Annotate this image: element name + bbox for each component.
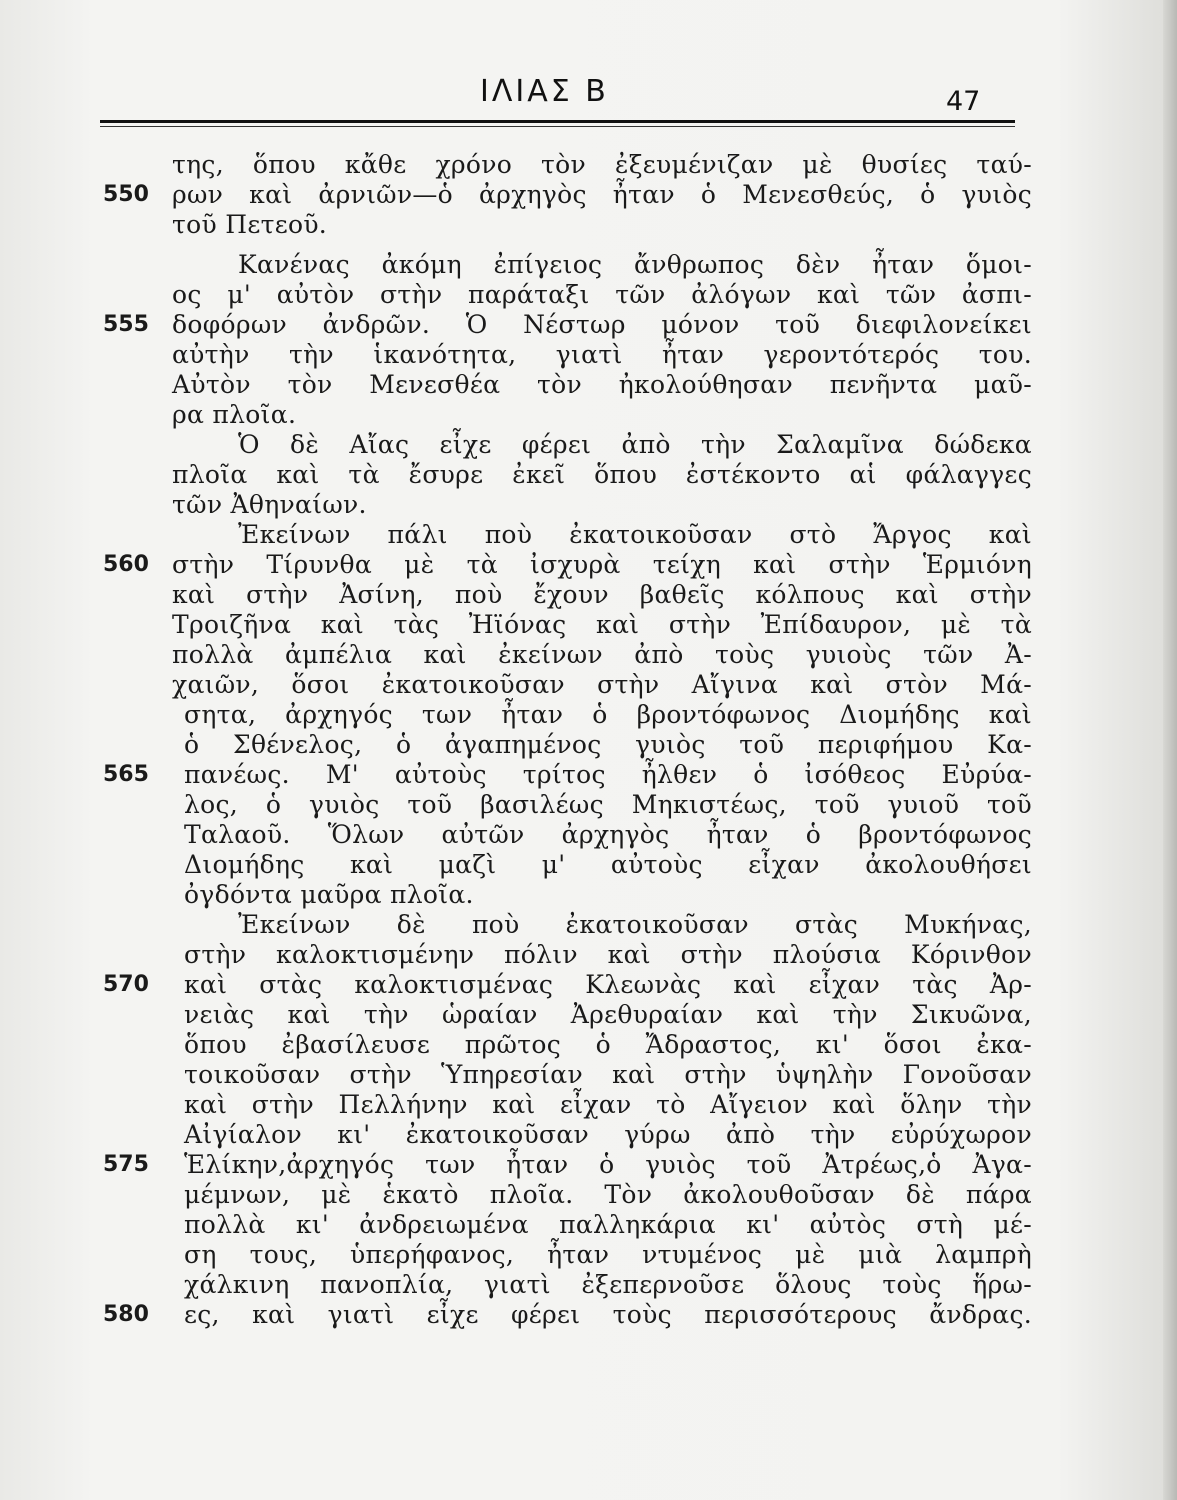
text-line <box>0 460 1177 490</box>
text-line <box>0 1060 1177 1090</box>
line-text: Αὐτὸν τὸν Μενεσθέα τὸν ἠκολούθησαν πενῆντα μαῦ- <box>172 370 1032 399</box>
text-line <box>0 1180 1177 1210</box>
line-text: ρα πλοῖα. <box>172 400 297 429</box>
text-line <box>0 1150 1177 1180</box>
line-text: ες, καὶ γιατὶ εἶχε φέρει τοὺς περισσότερους ἄνδρας. <box>184 1300 1032 1329</box>
text-line <box>0 910 1177 940</box>
line-text: πλοῖα καὶ τὰ ἔσυρε ἐκεῖ ὅπου ἐστέκοντο αἱ φάλαγγες <box>172 460 1032 489</box>
line-text: Κανένας ἀκόμη ἐπίγειος ἄνθρωπος δὲν ἦταν ὅμοι- <box>238 250 1032 279</box>
text-line <box>0 1210 1177 1240</box>
text-line <box>0 210 1177 240</box>
line-text: Αἰγίαλον κι' ἐκατοικοῦσαν γύρω ἀπὸ τὴν εὐρύχωρον <box>184 1120 1032 1149</box>
line-number: 565 <box>103 762 149 787</box>
text-line <box>0 730 1177 760</box>
text-line <box>0 640 1177 670</box>
line-text: πανέως. Μ' αὐτοὺς τρίτος ἦλθεν ὁ ἰσόθεος Εὐρύα- <box>184 760 1032 789</box>
text-line <box>0 370 1177 400</box>
line-text: καὶ στὴν Πελλήνην καὶ εἶχαν τὸ Αἴγειον καὶ ὅλην τὴν <box>184 1090 1032 1119</box>
line-text: καὶ στὴν Ἀσίνη, ποὺ ἔχουν βαθεῖς κόλπους καὶ στὴν <box>172 580 1032 609</box>
text-line <box>0 610 1177 640</box>
text-line <box>0 880 1177 910</box>
text-line <box>0 1240 1177 1270</box>
text-line <box>0 180 1177 210</box>
text-line <box>0 820 1177 850</box>
line-text: Διομήδης καὶ μαζὶ μ' αὐτοὺς εἶχαν ἀκολουθήσει <box>184 850 1032 879</box>
line-text: ὀγδόντα μαῦρα πλοῖα. <box>184 880 474 909</box>
text-line <box>0 760 1177 790</box>
line-text: στὴν καλοκτισμένην πόλιν καὶ στὴν πλούσια Κόρινθον <box>184 940 1032 969</box>
line-text: ὅπου ἐβασίλευσε πρῶτος ὁ Ἄδραστος, κι' ὅσοι ἐκα- <box>184 1030 1032 1059</box>
text-line <box>0 310 1177 340</box>
line-text: ὁ Σθένελος, ὁ ἀγαπημένος γυιὸς τοῦ περιφήμου Κα- <box>184 730 1032 759</box>
text-line <box>0 340 1177 370</box>
line-text: ος μ' αὐτὸν στὴν παράταξι τῶν ἀλόγων καὶ τῶν ἀσπι- <box>172 280 1032 309</box>
line-text: Ἐκείνων πάλι ποὺ ἐκατοικοῦσαν στὸ Ἄργος καὶ <box>238 520 1032 549</box>
line-text: λος, ὁ γυιὸς τοῦ βασιλέως Μηκιστέως, τοῦ γυιοῦ τοῦ <box>184 790 1032 819</box>
line-text: τῶν Ἀθηναίων. <box>172 490 367 519</box>
text-line <box>0 1030 1177 1060</box>
line-text: ρων καὶ ἀρνιῶν—ὁ ἀρχηγὸς ἦταν ὁ Μενεσθεύς, ὁ γυιὸς <box>172 180 1032 209</box>
page-number: 47 <box>946 86 981 117</box>
line-text: μέμνων, μὲ ἑκατὸ πλοῖα. Τὸν ἀκολουθοῦσαν δὲ πάρα <box>184 1180 1032 1209</box>
line-text: της, ὅπου κἄθε χρόνο τὸν ἐξευμένιζαν μὲ θυσίες ταύ- <box>172 150 1032 179</box>
text-line <box>0 520 1177 550</box>
line-text: αὐτὴν τὴν ἱκανότητα, γιατὶ ἦταν γεροντότερός του. <box>172 340 1032 369</box>
text-line <box>0 850 1177 880</box>
line-text: τοῦ Πετεοῦ. <box>172 210 328 239</box>
line-number: 555 <box>103 312 149 337</box>
line-number: 570 <box>103 972 149 997</box>
text-line <box>0 700 1177 730</box>
line-text: ση τους, ὑπερήφανος, ἦταν ντυμένος μὲ μιὰ λαμπρὴ <box>184 1240 1032 1269</box>
line-text: χαιῶν, ὅσοι ἐκατοικοῦσαν στὴν Αἴγινα καὶ στὸν Μά- <box>172 670 1032 699</box>
text-line <box>0 940 1177 970</box>
text-line <box>0 400 1177 430</box>
line-text: δοφόρων ἀνδρῶν. Ὁ Νέστωρ μόνον τοῦ διεφιλονείκει <box>172 310 1032 339</box>
text-line <box>0 1300 1177 1330</box>
text-line <box>0 1090 1177 1120</box>
line-number: 580 <box>103 1302 149 1327</box>
line-number: 560 <box>103 552 149 577</box>
line-text: χάλκινη πανοπλία, γιατὶ ἐξεπερνοῦσε ὅλους τοὺς ἥρω- <box>184 1270 1032 1299</box>
line-text: Τροιζῆνα καὶ τὰς Ἠϊόνας καὶ στὴν Ἐπίδαυρον, μὲ τὰ <box>172 610 1032 639</box>
text-line <box>0 580 1177 610</box>
text-line <box>0 150 1177 180</box>
line-text: Ἑλίκην,ἀρχηγός των ἦταν ὁ γυιὸς τοῦ Ἀτρέως,ὁ Ἀγα- <box>184 1150 1032 1179</box>
line-number: 550 <box>103 182 149 207</box>
text-line <box>0 970 1177 1000</box>
line-text: Ὁ δὲ Αἴας εἶχε φέρει ἀπὸ τὴν Σαλαμῖνα δώδεκα <box>238 430 1032 459</box>
text-line <box>0 790 1177 820</box>
line-text: πολλὰ ἀμπέλια καὶ ἐκείνων ἀπὸ τοὺς γυιοὺς τῶν Ἀ- <box>172 640 1032 669</box>
line-text: Ταλαοῦ. Ὅλων αὐτῶν ἀρχηγὸς ἦταν ὁ βροντόφωνος <box>184 820 1032 849</box>
text-line <box>0 250 1177 280</box>
text-line <box>0 490 1177 520</box>
line-text: πολλὰ κι' ἀνδρειωμένα παλληκάρια κι' αὐτὸς στὴ μέ- <box>184 1210 1032 1239</box>
running-head-title: ΙΛΙΑΣ Β <box>480 74 609 109</box>
text-line <box>0 550 1177 580</box>
header-rule <box>100 120 1015 123</box>
text-line <box>0 1120 1177 1150</box>
line-text: σητα, ἀρχηγός των ἦταν ὁ βροντόφωνος Διομήδης καὶ <box>184 700 1032 729</box>
text-line <box>0 670 1177 700</box>
line-text: καὶ στὰς καλοκτισμένας Κλεωνὰς καὶ εἶχαν τὰς Ἀρ- <box>184 970 1032 999</box>
text-line <box>0 1270 1177 1300</box>
line-text: Ἐκείνων δὲ ποὺ ἐκατοικοῦσαν στὰς Μυκήνας, <box>238 910 1032 939</box>
line-number: 575 <box>103 1152 149 1177</box>
text-line <box>0 280 1177 310</box>
text-line <box>0 430 1177 460</box>
text-line <box>0 1000 1177 1030</box>
line-text: τοικοῦσαν στὴν Ὑπηρεσίαν καὶ στὴν ὑψηλὴν Γονοῦσαν <box>184 1060 1032 1089</box>
line-text: νειὰς καὶ τὴν ὡραίαν Ἀρεθυραίαν καὶ τὴν Σικυῶνα, <box>184 1000 1032 1029</box>
header-rule-thin <box>100 126 1015 127</box>
line-text: στὴν Τίρυνθα μὲ τὰ ἰσχυρὰ τείχη καὶ στὴν Ἑρμιόνη <box>172 550 1032 579</box>
